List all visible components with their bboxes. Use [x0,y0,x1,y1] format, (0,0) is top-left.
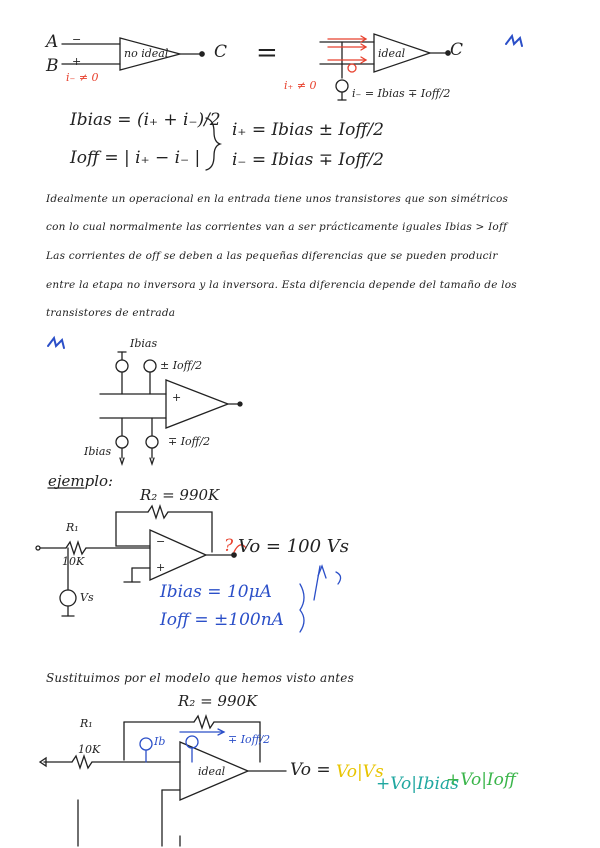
blue-scribble-top [506,36,522,46]
paragraph-line-2: con lo cual normalmente las corrientes van a ser prácticamente iguales Ibias > Ioff [46,221,508,233]
opamp-ideal-label: ideal [378,47,406,60]
ibias-equation: Ibias = (i₊ + i₋)/2 [70,110,221,130]
example-question: ? [224,536,234,556]
output-c-label: C [214,42,228,62]
example-r2: R₂ = 990K [140,486,220,504]
substitution-vo-term-vs: Vo|Vs [336,762,384,782]
substitution-vo-prefix: Vo = [290,760,331,780]
substitution-r1-value: 10K [78,743,101,756]
input-a-label: A [46,32,59,52]
equivalence-sign: = [256,38,278,68]
minus-input-sign: − [72,33,82,46]
substitution-r2: R₂ = 990K [178,692,258,710]
current-note: i₋ ≠ 0 [66,71,99,84]
example-minus-sign: − [156,535,166,548]
example-vs: Vs [80,591,94,604]
substitution-text: Sustituimos por el modelo que hemos visto antes [46,671,354,685]
example-annotations [300,566,341,632]
ioff-equation: Ioff = | i₊ − i₋ | [70,148,201,168]
example-title: ejemplo: [48,472,114,490]
model-ioff-top: ± Ioff/2 [160,359,203,372]
source-note: i₋ = Ibias ∓ Ioff/2 [352,87,451,100]
example-ibias: Ibias = 10μA [160,582,272,602]
substitution-ideal-label: ideal [198,765,226,778]
paragraph-line-3: Las corrientes de off se deben a las pequeñas diferencias que se pueden producir [46,250,498,262]
example-vo: Vo = 100 Vs [238,536,350,557]
input-b-label: B [46,56,59,76]
substitution-ib-label: Ib [154,735,166,748]
blue-scribble-model [48,338,64,348]
substitution-blue-sources [140,729,224,762]
paragraph-line-5: transistores de entrada [46,307,176,319]
model-ibias-bottom: Ibias [84,445,112,458]
example-r1: R₁ [66,521,79,534]
substitution-vo-term-ioff: +Vo|Ioff [446,770,516,790]
example-plus-sign: + [156,561,166,574]
paragraph-line-4: entre la etapa no inversora y la inversora. Esta diferencia depende del tamaño de los [46,279,517,291]
output-c2-label: C [450,40,464,60]
example-ioff: Ioff = ±100nA [160,610,284,630]
plus-input-sign: + [72,55,82,68]
paragraph-line-1: Idealmente un operacional en la entrada tiene unos transistores que son simétricos [46,193,509,205]
current-note-red: i₊ ≠ 0 [284,79,317,92]
substitution-ioff-label: ∓ Ioff/2 [228,733,271,746]
model-plus-sign: + [172,391,182,404]
substitution-vo-term-ibias: +Vo|Ibias [376,774,459,794]
model-ibias-top: Ibias [130,337,158,350]
opamp-nonideal-label: no ideal [124,47,169,60]
model-ioff-bottom: ∓ Ioff/2 [168,435,211,448]
iplus-equation: i₊ = Ibias ± Ioff/2 [232,120,384,140]
substitution-r1: R₁ [80,717,93,730]
iminus-equation: i₋ = Ibias ∓ Ioff/2 [232,150,384,170]
example-r1-value: 10K [62,555,85,568]
